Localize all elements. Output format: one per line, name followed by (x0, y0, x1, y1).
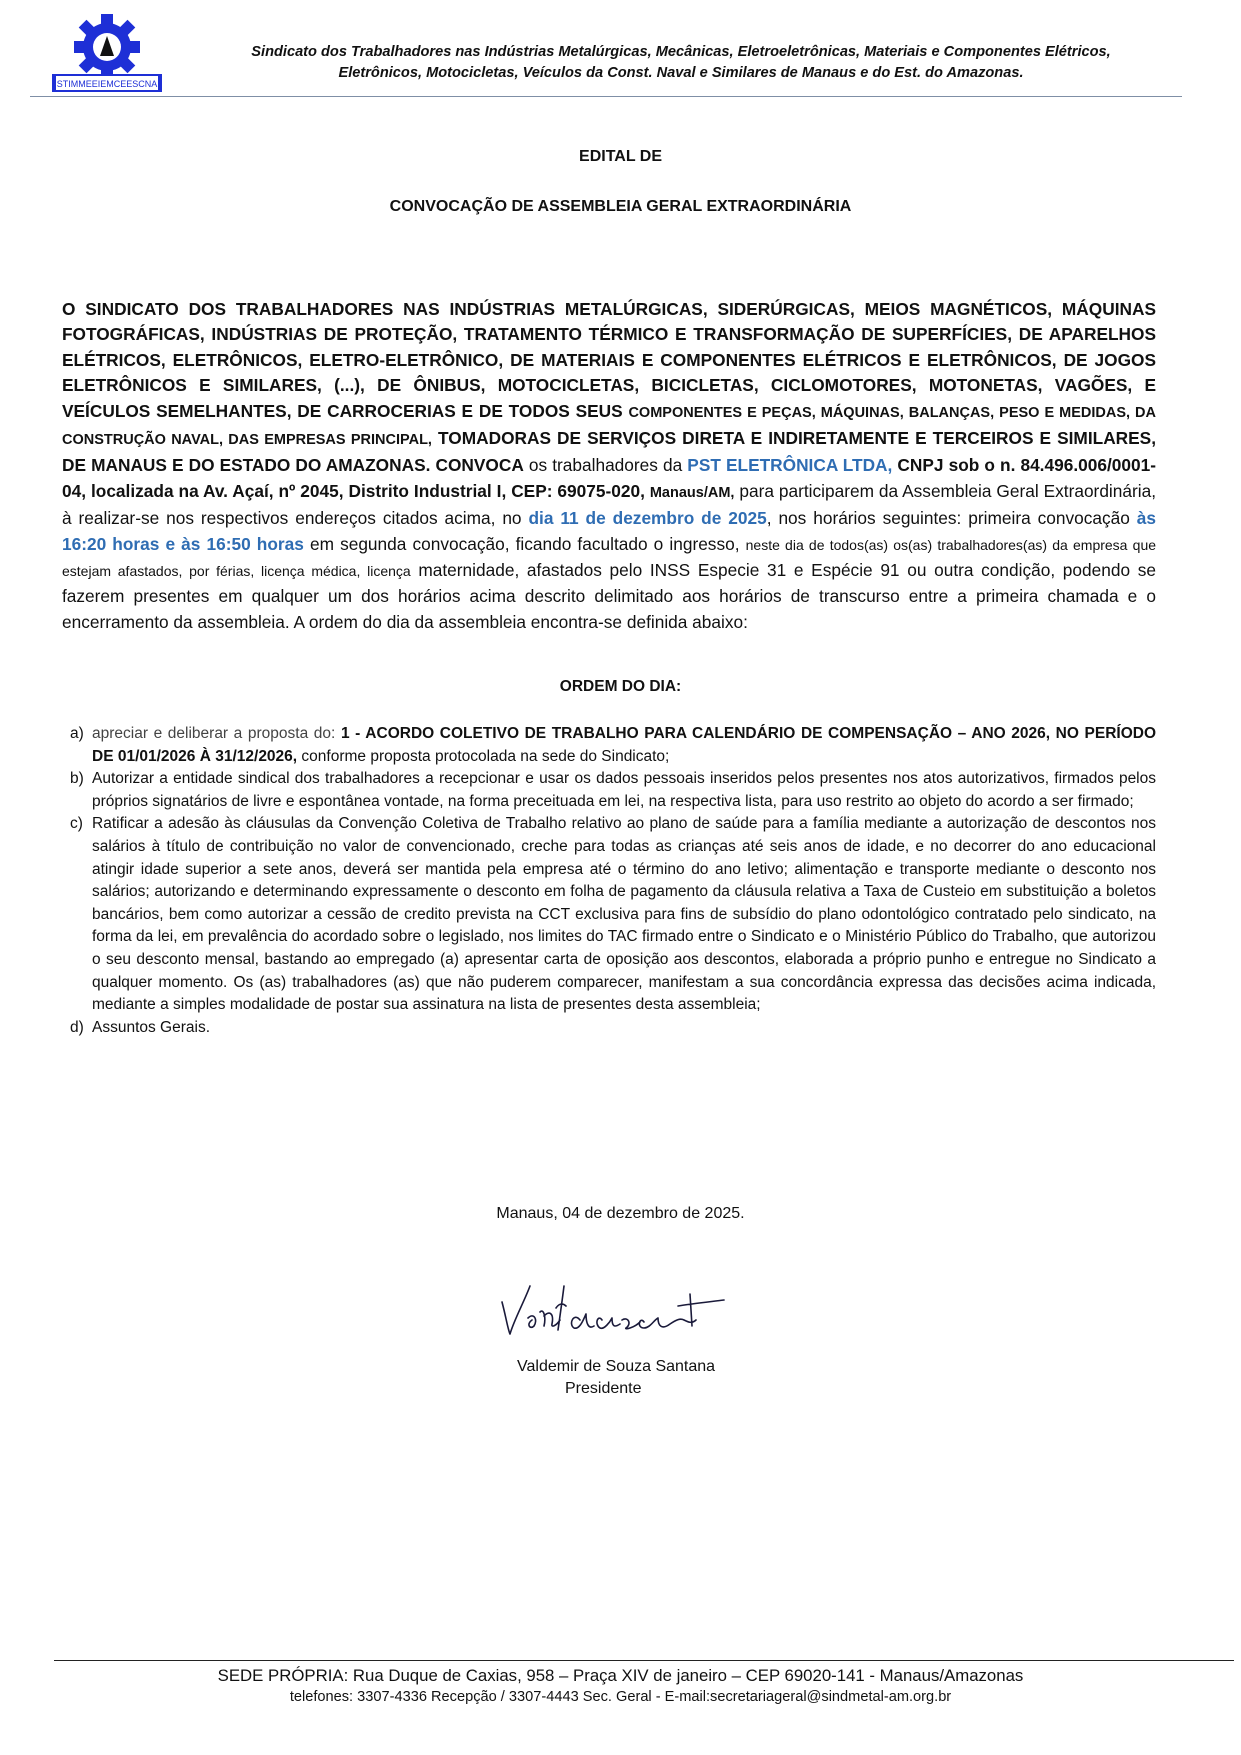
agenda-c-text: Ratificar a adesão às cláusulas da Convenção Coletiva de Trabalho relativo ao plano de saúde para a família mediante a autorização de descontos nos salários à título de contribuição no valor de convencionado, creche para todas as crianças até seis anos de idade, e no decorrer do ano educacional atingir idade superior a sete anos, deverá ser mantida pela empresa até o término do ano letivo; alimentação e transporte mediante o desconto nos salários; autorizando e determinando expressamente o desconto em folha de pagamento da cláusula relativa a Taxa de Custeio em substituição a boletos bancários, bem como autorizar a cessão de credito prevista na CCT exclusiva para fins de subsídio do plano odontológico contratado pelo sindicato, na forma da lei, em prevalência do acordado sobre o legislado, nos limites do TAC firmado entre o Sindicato e o Ministério Público do Trabalho, que autorizou o seu desconto mensal, bastando ao empregado (a) apresentar carta de oposição aos descontos, elaborada a próprio punho e entregue no Sindicato a qualquer momento. Os (as) trabalhadores (as) que não puderem comparecer, manifestam a sua concordância expressa das decisões acima indicada, mediante a simples modalidade de postar sua assinatura na lista de presentes desta assembleia; (92, 815, 1156, 1014)
assembly-date: dia 11 de dezembro de 2025 (528, 508, 767, 529)
convocation-text: os trabalhadores da (528, 455, 683, 476)
union-designation-end: TOMADORAS DE SERVIÇOS DIRETA E INDIRETAMENTE E TERCEIROS E SIMILARES, DE MANAUS E DO ESTADO DO AMAZONAS. CONVOCA (62, 428, 1157, 476)
header-divider (30, 96, 1182, 97)
document-title-line-1: EDITAL DE (579, 148, 662, 165)
union-name-line-1: Sindicato dos Trabalhadores nas Indústrias Metalúrgicas, Mecânicas, Eletroeletrônicas, Materiais e Componentes Elétricos, (251, 44, 1111, 60)
company-city: Manaus/AM, (649, 484, 735, 501)
footer-address: SEDE PRÓPRIA: Rua Duque de Caxias, 958 – Praça XIV de janeiro – CEP 69020-141 - Manaus/Amazonas (217, 1666, 1024, 1685)
union-designation: O SINDICATO DOS TRABALHADORES NAS INDÚSTRIAS METALÚRGICAS, SIDERÚRGICAS, MEIOS MAGNÉTICOS, MÁQUINAS FOTOGRÁFICAS, INDÚSTRIAS DE PROTEÇÃO, TRATAMENTO TÉRMICO E TRANSFORMAÇÃO DE SUPERFÍCIES, DE APARELHOS ELÉTRICOS, ELETRÔNICOS, ELETRO-ELETRÔNICO, DE MATERIAIS E COMPONENTES ELÉTRICOS E ELETRÔNICOS, DE JOGOS ELETRÔNICOS E SIMILARES, (...), DE ÔNIBUS, MOTOCICLETAS, BICICLETAS, CICLOMOTORES, MOTONETAS, VAGÕES, E VEÍCULOS SEMELHANTES, DE CARROCERIAS E DE TODOS SEUS (62, 299, 1156, 421)
agenda-title: ORDEM DO DIA: (559, 678, 682, 695)
agenda-marker: c) (70, 815, 83, 833)
union-designation-small: COMPONENTES E PEÇAS, MÁQUINAS, BALANÇAS, PESO E MEDIDAS, DA CONSTRUÇÃO NAVAL, DAS EMPRESAS PRINCIPAL, (62, 404, 1157, 449)
agenda-marker: d) (70, 1018, 84, 1036)
company-address: CNPJ sob o n. 84.496.006/0001-04, localizada na Av. Açaí, nº 2045, Distrito Industrial I, CEP: 69075-020, (62, 455, 1156, 501)
svg-text:STIMMEEIEMCEESCNA: STIMMEEIEMCEESCNA (56, 79, 158, 89)
gear-logo-icon (48, 12, 166, 96)
footer-divider (54, 1660, 1234, 1661)
attendance-text: maternidade, afastados pelo INSS Especie 31 e Espécie 91 ou outra condição, podendo se fazerem presentes em qualquer um dos horários acima descrito delimitado aos horários de transcurso entre a primeira chamada e o encerramento da assembleia. A ordem do dia da assembleia encontra-se definida abaixo: (62, 560, 1156, 632)
agenda-item-b (70, 768, 1156, 813)
agenda-a-rest: conforme proposta protocolada na sede do Sindicato; (301, 747, 670, 765)
agenda-b-text: Autorizar a entidade sindical dos trabalhadores a recepcionar e usar os dados pessoais inseridos pelos presentes nos atos autorizativos, firmados pelos próprios signatários de livre e espontânea vontade, na forma preceituada em lei, na respectiva lista, para uso restrito ao objeto do acordo a ser firmado; (92, 770, 1156, 810)
union-name-line-2: Eletrônicos, Motocicletas, Veículos da Const. Naval e Similares de Manaus e do Est. do Amazonas. (338, 65, 1024, 81)
signer-name: Valdemir de Souza Santana (517, 1358, 716, 1375)
signature-icon (494, 1272, 744, 1352)
union-logo (48, 12, 166, 96)
agenda-item-c (70, 813, 1156, 1016)
agenda-item-d (70, 1017, 1156, 1040)
schedule-text: , nos horários seguintes: primeira convocação (766, 508, 1130, 529)
agenda-marker: b) (70, 770, 84, 788)
second-call-text: em segunda convocação, ficando facultado o ingresso, (309, 533, 740, 554)
agenda-list (70, 723, 1156, 1039)
company-name: PST ELETRÔNICA LTDA, (687, 455, 893, 476)
place-and-date: Manaus, 04 de dezembro de 2025. (496, 1205, 745, 1222)
document-title-line-2: CONVOCAÇÃO DE ASSEMBLEIA GERAL EXTRAORDINÁRIA (389, 198, 852, 215)
union-name (180, 42, 1182, 84)
agenda-a-agreement: 1 - ACORDO COLETIVO DE TRABALHO PARA CALENDÁRIO DE COMPENSAÇÃO – ANO 2026, NO PERÍODO DE 01/01/2026 À 31/12/2026, (92, 725, 1156, 765)
agenda-marker: a) (70, 725, 84, 742)
assembly-text: para participarem da Assembleia Geral Extraordinária, à realizar-se nos respectivos endereços citados acima, no (62, 480, 1156, 529)
letterhead (40, 10, 1182, 98)
agenda-a-lead: apreciar e deliberar a proposta do: (92, 725, 336, 742)
assembly-times: às 16:20 horas e às 16:50 horas (62, 508, 1156, 554)
convocation-paragraph (62, 297, 1156, 635)
attendance-text-small: neste dia de todos(as) os(as) trabalhadores(as) da empresa que estejam afastados, por férias, licença médica, licença (62, 536, 1157, 580)
footer-contacts: telefones: 3307-4336 Recepção / 3307-4443 Sec. Geral - E-mail:secretariageral@sindmetal-am.org.br (289, 1689, 952, 1705)
signer-role: Presidente (565, 1380, 642, 1397)
agenda-item-a (70, 723, 1156, 768)
agenda-d-text: Assuntos Gerais. (92, 1018, 211, 1036)
handwritten-signature (494, 1272, 744, 1352)
